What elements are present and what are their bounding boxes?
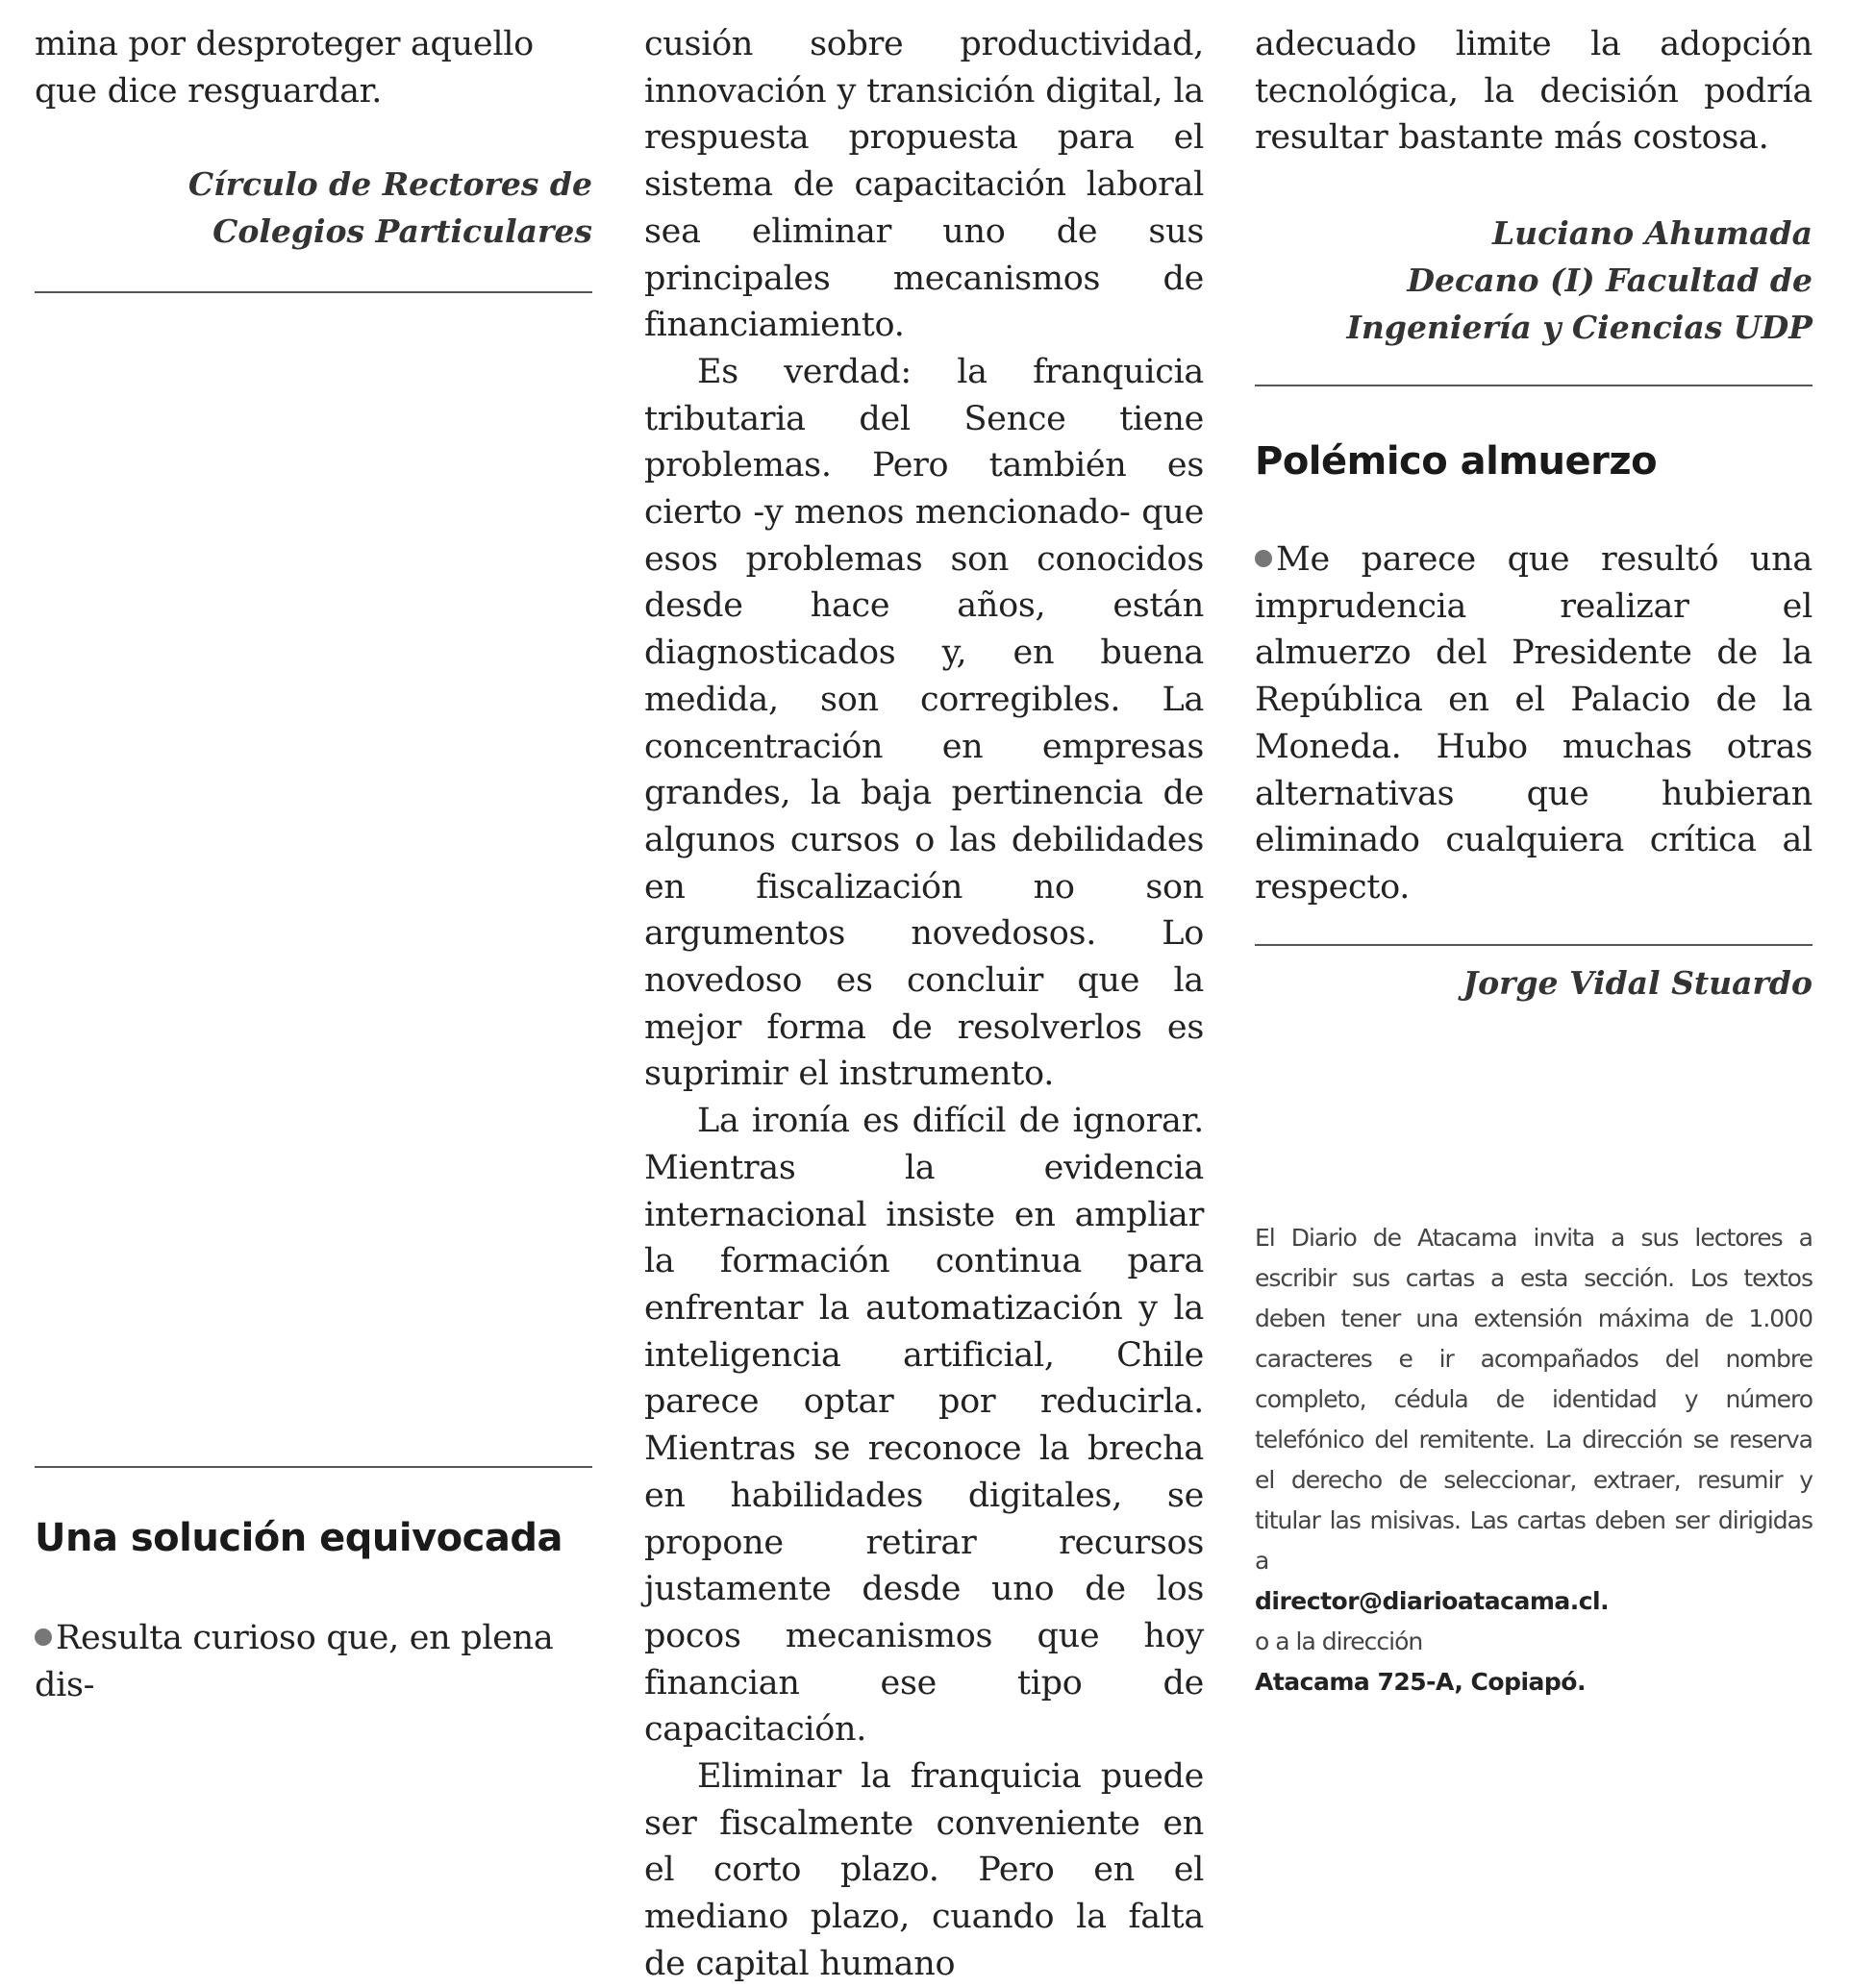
letter-start-text: Resulta curioso que, en plena dis- — [35, 1619, 554, 1704]
letter-headline: Una solución equivocada — [35, 1516, 562, 1560]
divider — [35, 1466, 592, 1468]
column-middle — [644, 21, 1204, 1988]
notice-text: El Diario de Atacama invita a sus lectores a escribir sus cartas a esta sección. Los textos deben tener una extensión máxima de 1.000 caracteres e ir acompañados del nombre completo, cédula de identidad y número telefónico del remitente. La dirección se reserva el derecho de seleccionar, extraer, resumir y titular las misivas. Las cartas deben ser dirigidas a — [1255, 1224, 1812, 1575]
letter-headline: Polémico almuerzo — [1255, 439, 1658, 484]
letter-paragraph: Eliminar la franquicia puede ser fiscalmente conveniente en el corto plazo. Pero en el mediano plazo, cuando la falta de capital humano — [644, 1757, 1204, 1983]
signature-line: Colegios Particulares — [212, 212, 592, 251]
divider — [1255, 944, 1812, 946]
contact-email[interactable]: director@diarioatacama.cl. — [1255, 1587, 1610, 1615]
postal-address: Atacama 725-A, Copiapó. — [1255, 1668, 1586, 1696]
letter-body-text — [1255, 536, 1812, 911]
letter-ending-text: adecuado limite la adopción tecnológica, la decisión podría resultar bastante más costosa. — [1255, 25, 1812, 158]
column-left — [35, 21, 592, 255]
bullet-icon — [35, 1628, 52, 1646]
letter-text: Me parece que resultó una imprudencia realizar el almuerzo del Presidente de la República en el Palacio de la Moneda. Hubo muchas otras alternativas que hubieran eliminado cualquiera crítica al respecto. — [1255, 540, 1812, 907]
submission-notice — [1255, 1218, 1812, 1702]
letter-block — [1255, 536, 1812, 1006]
signature-line: Ingeniería y Ciencias UDP — [1346, 309, 1812, 347]
address-label: o a la dirección — [1255, 1628, 1423, 1655]
letter-paragraph: Es verdad: la franquicia tributaria del Sence tiene problemas. Pero también es cierto -y menos mencionado- que esos problemas son conocidos desde hace años, están diagnosticados y, en buena medida, son corregibles. La concentración en empresas grandes, la baja pertinencia de algunos cursos o las debilidades en fiscalización no son argumentos novedosos. Lo novedoso es concluir que la mejor forma de resolverlos es suprimir el instrumento. — [644, 352, 1204, 1094]
signature-line: Círculo de Rectores de — [188, 165, 592, 204]
letter-body-text — [35, 1615, 602, 1708]
bullet-icon — [1255, 550, 1272, 567]
column-right — [1255, 21, 1812, 351]
signature-line: Decano (I) Facultad de — [1407, 261, 1812, 300]
letter-paragraph: La ironía es difícil de ignorar. Mientras la evidencia internacional insiste en ampliar la formación continua para enfrentar la automatización y la inteligencia artificial, Chile parece optar por reducirla. Mientras se reconoce la brecha en habilidades digitales, se propone retirar recursos justamente desde uno de los pocos mecanismos que hoy financian ese tipo de capacitación. — [644, 1102, 1204, 1750]
signature-line: Luciano Ahumada — [1491, 214, 1812, 253]
signature-line: Jorge Vidal Stuardo — [1462, 963, 1812, 1002]
divider — [35, 291, 592, 293]
letter-paragraph: cusión sobre productividad, innovación y transición digital, la respuesta propuesta para el sistema de capacitación laboral sea eliminar uno de sus principales mecanismos de financiamiento. — [644, 25, 1204, 345]
letter-ending-text: mina por desproteger aquello que dice resguardar. — [35, 25, 534, 111]
divider — [1255, 385, 1812, 386]
